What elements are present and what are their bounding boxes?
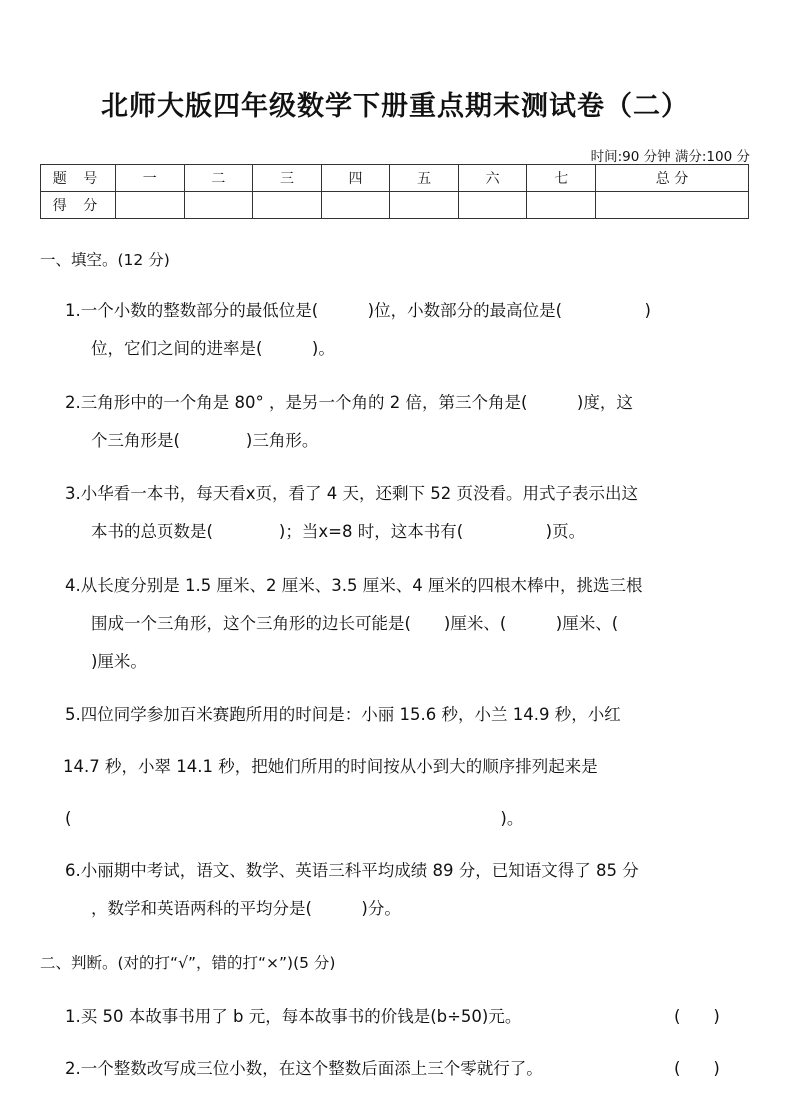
question-1-1 bbox=[65, 292, 755, 368]
score-cell[interactable] bbox=[321, 192, 390, 219]
score-cell[interactable] bbox=[596, 192, 749, 219]
judge-question-2: 2.一个整数改写成三位小数，在这个整数后面添上三个零就行了。 bbox=[65, 1059, 543, 1078]
score-table-col-6: 六 bbox=[458, 165, 527, 192]
score-table-col-4: 四 bbox=[321, 165, 390, 192]
score-cell[interactable] bbox=[116, 192, 185, 219]
question-line: 14.7 秒，小翠 14.1 秒，把她们所用的时间按从小到大的顺序排列起来是 bbox=[63, 757, 598, 776]
judge-question-1: 1.买 50 本故事书用了 b 元，每本故事书的价钱是(b÷50)元。 bbox=[65, 1007, 522, 1026]
score-cell[interactable] bbox=[527, 192, 596, 219]
score-cell[interactable] bbox=[390, 192, 459, 219]
score-table-score-row bbox=[41, 192, 749, 219]
time-info: 时间:90 分钟 满分:100 分 bbox=[590, 149, 750, 165]
question-1-3 bbox=[65, 475, 755, 551]
score-table-col-1: 一 bbox=[116, 165, 185, 192]
question-line: 2.三角形中的一个角是 80° ，是另一个角的 2 倍，第三个角是( )度，这 bbox=[65, 393, 633, 412]
question-line: )厘米。 bbox=[91, 652, 147, 671]
question-line: 个三角形是( )三角形。 bbox=[91, 431, 319, 450]
question-1-2 bbox=[65, 384, 755, 460]
question-line: 本书的总页数是( )；当x=8 时，这本书有( )页。 bbox=[91, 522, 586, 541]
score-table-header-row bbox=[41, 165, 749, 192]
score-table-col-5: 五 bbox=[390, 165, 459, 192]
question-line: 4.从长度分别是 1.5 厘米、2 厘米、3.5 厘米、4 厘米的四根木棒中，挑选三根 bbox=[65, 576, 643, 595]
question-line: ( )。 bbox=[65, 809, 524, 828]
question-1-6 bbox=[65, 852, 755, 928]
score-cell[interactable] bbox=[184, 192, 253, 219]
question-1-5 bbox=[65, 696, 755, 838]
score-table-col-7: 七 bbox=[527, 165, 596, 192]
score-table-col-3: 三 bbox=[253, 165, 322, 192]
question-line-text: 围成一个三角形，这个三角形的边长可能是( )厘米、( )厘米、( bbox=[91, 614, 619, 633]
question-line bbox=[65, 605, 755, 643]
question-line: 3.小华看一本书，每天看x页，看了 4 天，还剩下 52 页没看。用式子表示出这 bbox=[65, 484, 638, 503]
score-cell[interactable] bbox=[458, 192, 527, 219]
score-table-header-label: 题 号 bbox=[41, 165, 116, 192]
score-cell[interactable] bbox=[253, 192, 322, 219]
question-line: 5.四位同学参加百米赛跑所用的时间是：小丽 15.6 秒，小兰 14.9 秒，小红 bbox=[65, 705, 621, 724]
score-table-col-2: 二 bbox=[184, 165, 253, 192]
page-title: 北师大版四年级数学下册重点期末测试卷（二） bbox=[101, 91, 689, 122]
score-table bbox=[40, 164, 749, 219]
judge-answer-box-1[interactable]: ( ) bbox=[674, 1007, 720, 1026]
question-1-4 bbox=[65, 567, 755, 681]
section2-heading: 二、判断。(对的打“√”，错的打“×”)(5 分) bbox=[40, 954, 336, 972]
score-table-row-label: 得 分 bbox=[41, 192, 116, 219]
question-line: 1.一个小数的整数部分的最低位是( )位，小数部分的最高位是( ) bbox=[65, 301, 651, 320]
question-line: 位，它们之间的进率是( )。 bbox=[91, 339, 335, 358]
question-line: 6.小丽期中考试，语文、数学、英语三科平均成绩 89 分，已知语文得了 85 分 bbox=[65, 861, 639, 880]
score-table-col-total: 总 分 bbox=[596, 165, 749, 192]
judge-answer-box-2[interactable]: ( ) bbox=[674, 1059, 720, 1078]
question-line: ，数学和英语两科的平均分是( )分。 bbox=[91, 899, 401, 918]
section1-heading: 一、填空。(12 分) bbox=[40, 251, 170, 269]
